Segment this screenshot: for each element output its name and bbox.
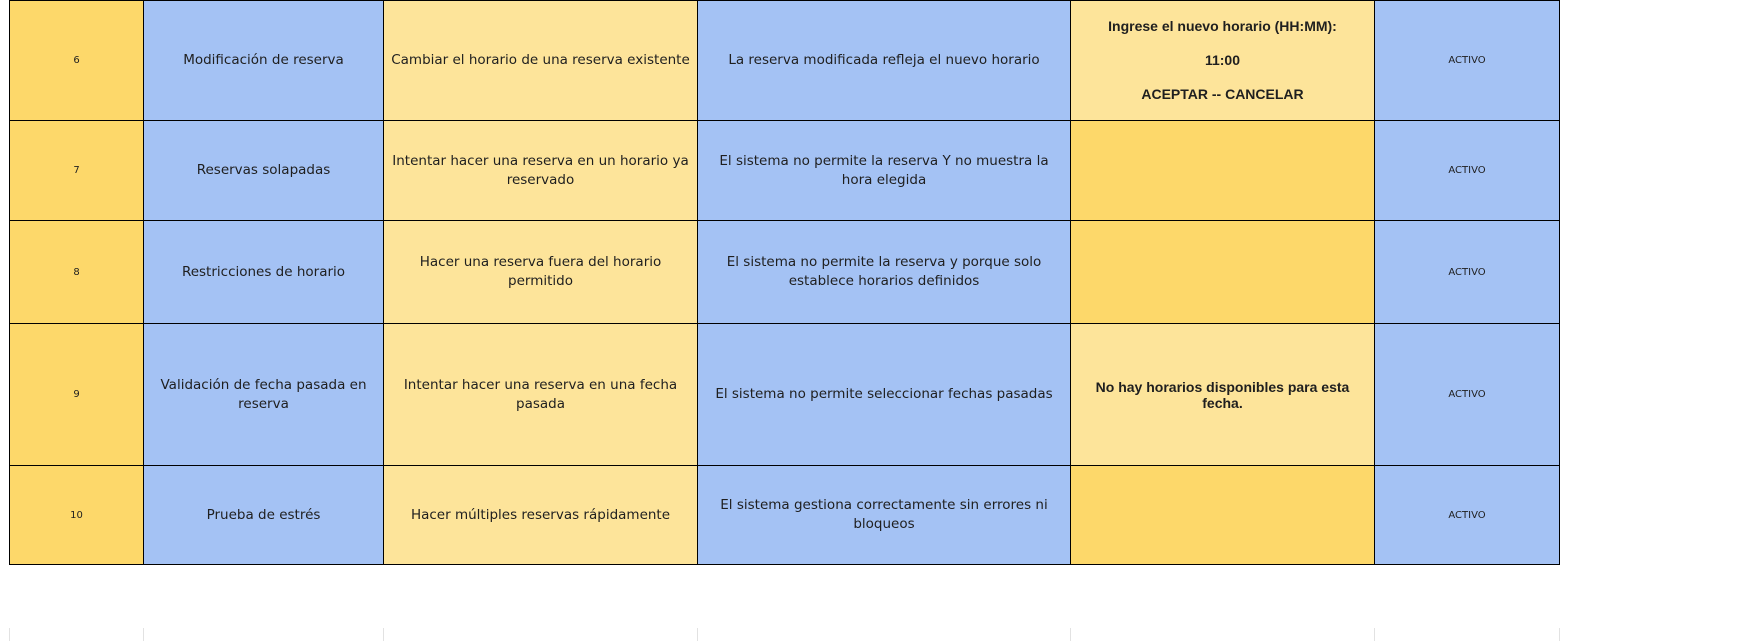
cell-status[interactable]: ACTIVO	[1375, 466, 1560, 565]
table-row	[10, 324, 1560, 466]
gridline	[143, 628, 144, 641]
table-row	[10, 221, 1560, 324]
table-row	[10, 121, 1560, 221]
cell-test-action[interactable]: Intentar hacer una reserva en una fecha pasada	[384, 324, 698, 466]
table-row	[10, 466, 1560, 565]
result-prompt-text: Ingrese el nuevo horario (HH:MM):	[1108, 17, 1337, 34]
cell-status[interactable]: ACTIVO	[1375, 324, 1560, 466]
cell-status[interactable]: ACTIVO	[1375, 221, 1560, 324]
cell-actual-result[interactable]: No hay horarios disponibles para esta fecha.	[1071, 324, 1375, 466]
cell-test-action[interactable]: Hacer una reserva fuera del horario permitido	[384, 221, 698, 324]
cell-test-action[interactable]: Hacer múltiples reservas rápidamente	[384, 466, 698, 565]
cell-expected-result[interactable]: La reserva modificada refleja el nuevo horario	[698, 1, 1071, 121]
cell-test-number[interactable]: 9	[10, 324, 144, 466]
cell-status[interactable]: ACTIVO	[1375, 1, 1560, 121]
cell-test-action[interactable]: Cambiar el horario de una reserva existente	[384, 1, 698, 121]
cell-test-action[interactable]: Intentar hacer una reserva en un horario ya reservado	[384, 121, 698, 221]
gridline	[1374, 628, 1375, 641]
result-dialog-buttons-text: ACEPTAR -- CANCELAR	[1141, 85, 1304, 102]
gridline	[1070, 628, 1071, 641]
cell-test-name[interactable]: Modificación de reserva	[144, 1, 384, 121]
cell-actual-result[interactable]	[1071, 221, 1375, 324]
empty-row-gridlines	[0, 628, 1751, 641]
test-case-table	[9, 0, 1560, 565]
cell-actual-result[interactable]	[1071, 121, 1375, 221]
gridline	[1559, 628, 1560, 641]
cell-status[interactable]: ACTIVO	[1375, 121, 1560, 221]
cell-test-number[interactable]: 6	[10, 1, 144, 121]
cell-test-name[interactable]: Prueba de estrés	[144, 466, 384, 565]
cell-expected-result[interactable]: El sistema no permite la reserva y porque solo establece horarios definidos	[698, 221, 1071, 324]
table-row	[10, 1, 1560, 121]
cell-actual-result[interactable]	[1071, 1, 1375, 121]
result-time-value: 11:00	[1204, 51, 1241, 68]
gridline	[383, 628, 384, 641]
cell-expected-result[interactable]: El sistema gestiona correctamente sin errores ni bloqueos	[698, 466, 1071, 565]
cell-test-number[interactable]: 7	[10, 121, 144, 221]
gridline	[9, 628, 10, 641]
cell-actual-result[interactable]	[1071, 466, 1375, 565]
cell-test-name[interactable]: Validación de fecha pasada en reserva	[144, 324, 384, 466]
cell-test-name[interactable]: Reservas solapadas	[144, 121, 384, 221]
cell-expected-result[interactable]: El sistema no permite seleccionar fechas pasadas	[698, 324, 1071, 466]
cell-test-number[interactable]: 10	[10, 466, 144, 565]
gridline	[697, 628, 698, 641]
cell-test-name[interactable]: Restricciones de horario	[144, 221, 384, 324]
cell-test-number[interactable]: 8	[10, 221, 144, 324]
cell-expected-result[interactable]: El sistema no permite la reserva Y no muestra la hora elegida	[698, 121, 1071, 221]
